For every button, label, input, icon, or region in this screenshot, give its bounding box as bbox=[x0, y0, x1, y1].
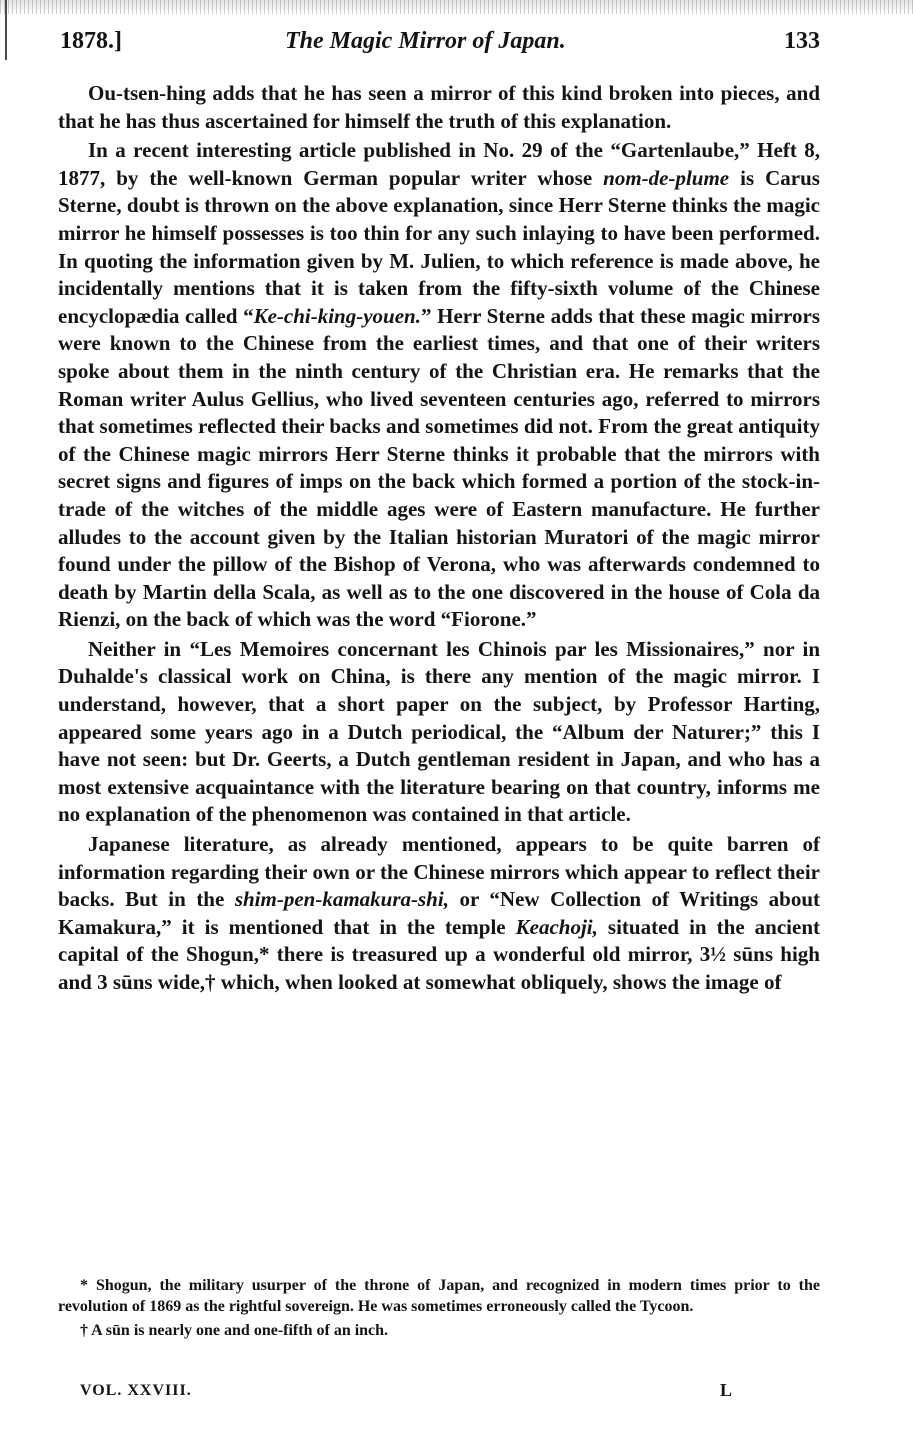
paragraph-4-part-a: Japanese literature, as already mentioned, appears to be quite barren of information regarding their own or the Chinese mirrors which appear to reflect their backs. But in the bbox=[58, 832, 820, 912]
paragraph-4 bbox=[58, 831, 820, 997]
paragraph-4-part-b: or “New Collection of Writings about Kamakura,” it is mentioned that in the temple bbox=[58, 887, 820, 939]
nom-de-plume-term: nom-de-plume bbox=[603, 165, 730, 190]
paragraph-2-part-b: is Carus Sterne, doubt is thrown on the above explanation, since Herr Sterne thinks the magic mirror he himself possesses is too thin for any such inlaying to have been performed. In quoting the information given by M. Julien, to which reference is made above, he incidentally mentions that it is taken from the fifty-sixth volume of the Chinese encyclopædia called “ bbox=[58, 165, 820, 328]
keachoji-term: Keachoji, bbox=[515, 914, 598, 939]
scan-edge-rule bbox=[5, 0, 7, 60]
running-head-title: The Magic Mirror of Japan. bbox=[285, 28, 566, 54]
running-head bbox=[60, 28, 820, 68]
ke-chi-king-youen-term: Ke-chi-king-youen. bbox=[253, 303, 421, 328]
paragraph-2-part-a: In a recent interesting article published in No. 29 of the “Gartenlaube,” Heft 8, 1877, by the well-known German popular writer whose bbox=[58, 138, 820, 190]
body-text bbox=[58, 80, 820, 997]
shim-pen-kamakura-shi-term: shim-pen-kamakura-shi, bbox=[234, 887, 449, 912]
footnote-shogun: * Shogun, the military usurper of the throne of Japan, and recognized in modern times prior to the revolution of 1869 as the rightful sovereign. He was sometimes erroneously called the Tycoon. bbox=[58, 1277, 820, 1315]
paragraph-3: Neither in “Les Memoires concernant les Chinois par les Missionaires,” nor in Duhalde's classical work on China, is there any mention of the magic mirror. I understand, however, that a short paper on the subject, by Professor Harting, appeared some years ago in a Dutch periodical, the “Album der Naturer;” this I have not seen: but Dr. Geerts, a Dutch gentleman resident in Japan, and who has a most extensive acquaintance with the literature bearing on that country, informs me no explanation of the phenomenon was contained in that article. bbox=[58, 636, 820, 827]
paragraph-4-part-c: situated in the ancient capital of the Shogun,* there is treasured up a wonderful old mirror, 3½ sūns high and 3 sūns wide,† which, when looked at somewhat obliquely, shows the image of bbox=[58, 914, 820, 994]
footnotes bbox=[58, 1275, 820, 1341]
footnote-sun: † A sūn is nearly one and one-fifth of an inch. bbox=[80, 1322, 389, 1339]
running-head-year: 1878.] bbox=[60, 28, 122, 54]
volume-signature: VOL. XXVIII. bbox=[80, 1382, 192, 1399]
signature-letter: L bbox=[720, 1380, 733, 1400]
paragraph-2-part-c: ” Herr Sterne adds that these magic mirrors were known to the Chinese from the earliest times, and that one of their writers spoke about them in the ninth century of the Christian era. He remarks that the Roman writer Aulus Gellius, who lived seventeen centuries ago, referred to mirrors that sometimes reflected their backs and sometimes did not. From the great antiquity of the Chinese magic mirrors Herr Sterne thinks it probable that the mirrors with secret signs and figures of imps on the back which formed a portion of the stock-in-trade of the witches of the middle ages were of Eastern manufacture. He further alludes to the account given by the Italian historian Muratori of the magic mirror found under the pillow of the Bishop of Verona, who was afterwards condemned to death by Martin della Scala, as well as to the one discovered in the house of Cola da Rienzi, on the back of which was the word “Fiorone.” bbox=[58, 303, 820, 632]
scan-noise-strip bbox=[0, 0, 913, 14]
paragraph-2 bbox=[58, 137, 820, 634]
paragraph-1: Ou-tsen-hing adds that he has seen a mirror of this kind broken into pieces, and that he has thus ascertained for himself the truth of this explanation. bbox=[58, 81, 820, 133]
page-number: 133 bbox=[784, 28, 820, 54]
